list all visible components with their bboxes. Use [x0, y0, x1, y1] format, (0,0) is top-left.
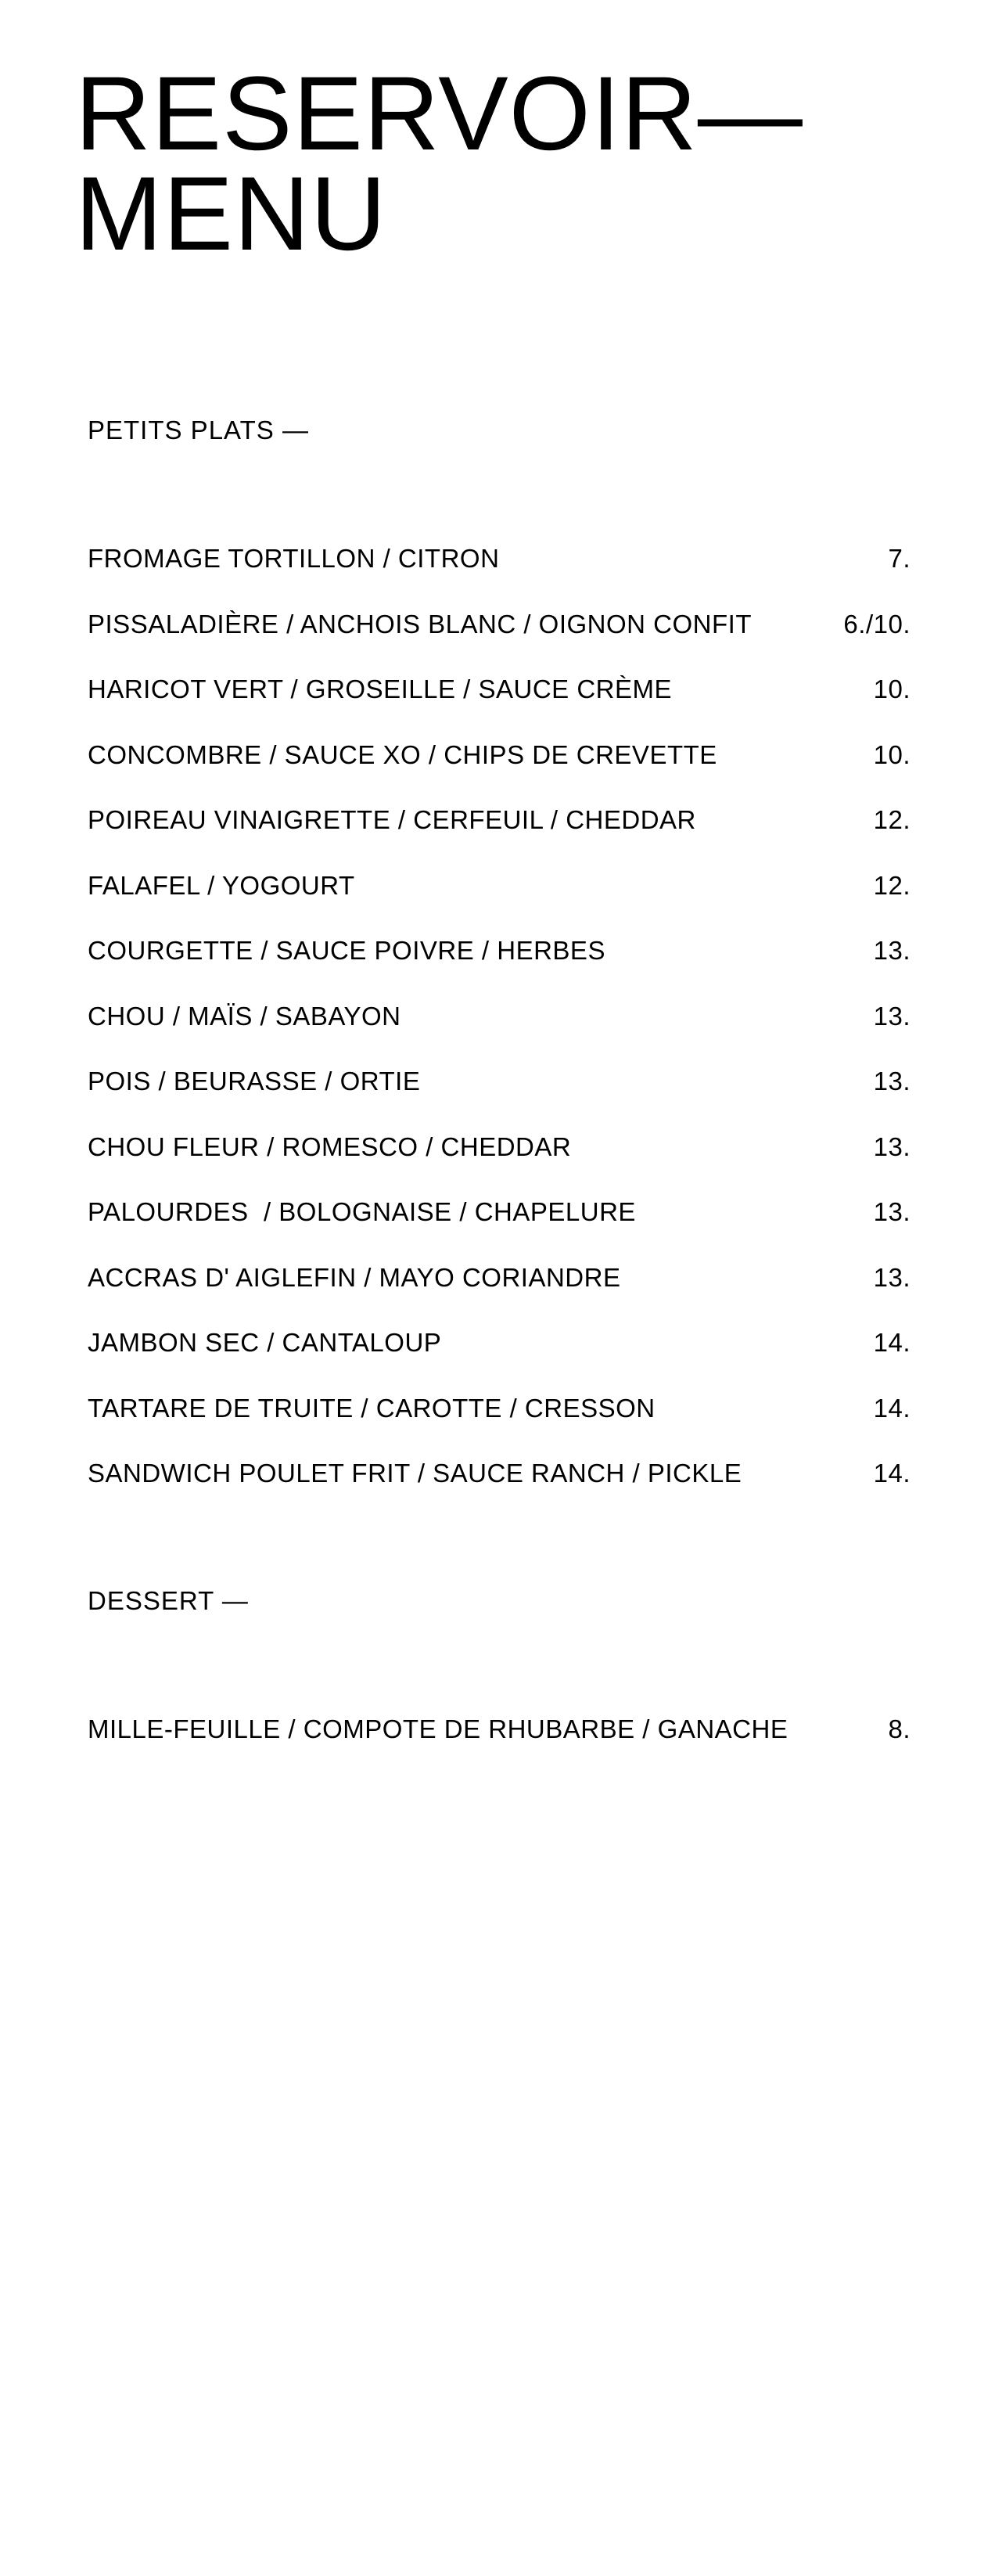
menu-item — [88, 675, 911, 740]
item-name: TARTARE DE TRUITE / CAROTTE / CRESSON — [88, 1393, 656, 1423]
menu-item — [88, 805, 911, 871]
item-price: 7. — [888, 544, 911, 573]
item-name: CHOU / MAÏS / SABAYON — [88, 1001, 401, 1031]
section-heading: PETITS PLATS — — [88, 416, 309, 444]
item-price: 14. — [873, 1393, 911, 1423]
item-price: 14. — [873, 1328, 911, 1357]
item-price: 12. — [873, 870, 911, 900]
item-price: 13. — [873, 1197, 911, 1226]
menu-item — [88, 610, 911, 675]
item-price: 13. — [873, 1131, 911, 1161]
item-price: 13. — [873, 936, 911, 965]
menu-item — [88, 1197, 911, 1263]
item-name: JAMBON SEC / CANTALOUP — [88, 1328, 442, 1357]
item-name: PISSALADIÈRE / ANCHOIS BLANC / OIGNON CONFIT — [88, 609, 752, 639]
item-price: 12. — [873, 805, 911, 834]
menu-item — [88, 1459, 911, 1524]
section-dessert — [88, 1585, 911, 1780]
title-line-2: MENU — [75, 156, 387, 272]
menu-item — [88, 1067, 911, 1132]
item-name: CHOU FLEUR / ROMESCO / CHEDDAR — [88, 1131, 572, 1161]
item-price: 10. — [873, 739, 911, 769]
item-name: FALAFEL / YOGOURT — [88, 870, 355, 900]
item-name: CONCOMBRE / SAUCE XO / CHIPS DE CREVETTE — [88, 739, 717, 769]
item-price: 13. — [873, 1001, 911, 1031]
menu-item — [88, 1132, 911, 1198]
item-name: COURGETTE / SAUCE POIVRE / HERBES — [88, 936, 605, 965]
menu-item — [88, 936, 911, 1002]
menu-item — [88, 1263, 911, 1329]
item-price: 13. — [873, 1262, 911, 1292]
item-name: HARICOT VERT / GROSEILLE / SAUCE CRÈME — [88, 675, 673, 703]
section-heading: DESSERT — — [88, 1586, 249, 1615]
menu-item — [88, 1714, 911, 1780]
item-name: PALOURDES / BOLOGNAISE / CHAPELURE — [88, 1197, 636, 1226]
section-petits-plats — [88, 415, 911, 1524]
menu-item-list — [88, 1714, 911, 1780]
menu-item — [88, 871, 911, 937]
item-name: SANDWICH POULET FRIT / SAUCE RANCH / PICKLE — [88, 1459, 742, 1488]
menu-item-list — [88, 544, 911, 1524]
item-name: MILLE-FEUILLE / COMPOTE DE RHUBARBE / GANACHE — [88, 1714, 788, 1743]
item-price: 14. — [873, 1459, 911, 1488]
item-name: POIREAU VINAIGRETTE / CERFEUIL / CHEDDAR — [88, 805, 696, 834]
menu-item — [88, 1002, 911, 1067]
menu-item — [88, 544, 911, 610]
item-price: 13. — [873, 1067, 911, 1096]
menu-item — [88, 740, 911, 806]
menu-item — [88, 1394, 911, 1459]
page-title — [75, 56, 803, 272]
item-name: POIS / BEURASSE / ORTIE — [88, 1067, 421, 1096]
menu-item — [88, 1328, 911, 1394]
item-price: 6./10. — [843, 609, 911, 639]
item-price: 8. — [888, 1714, 911, 1743]
item-name: ACCRAS D' AIGLEFIN / MAYO CORIANDRE — [88, 1262, 621, 1292]
item-price: 10. — [873, 675, 911, 703]
title-line-1: RESERVOIR— — [75, 56, 803, 172]
item-name: FROMAGE TORTILLON / CITRON — [88, 544, 500, 573]
